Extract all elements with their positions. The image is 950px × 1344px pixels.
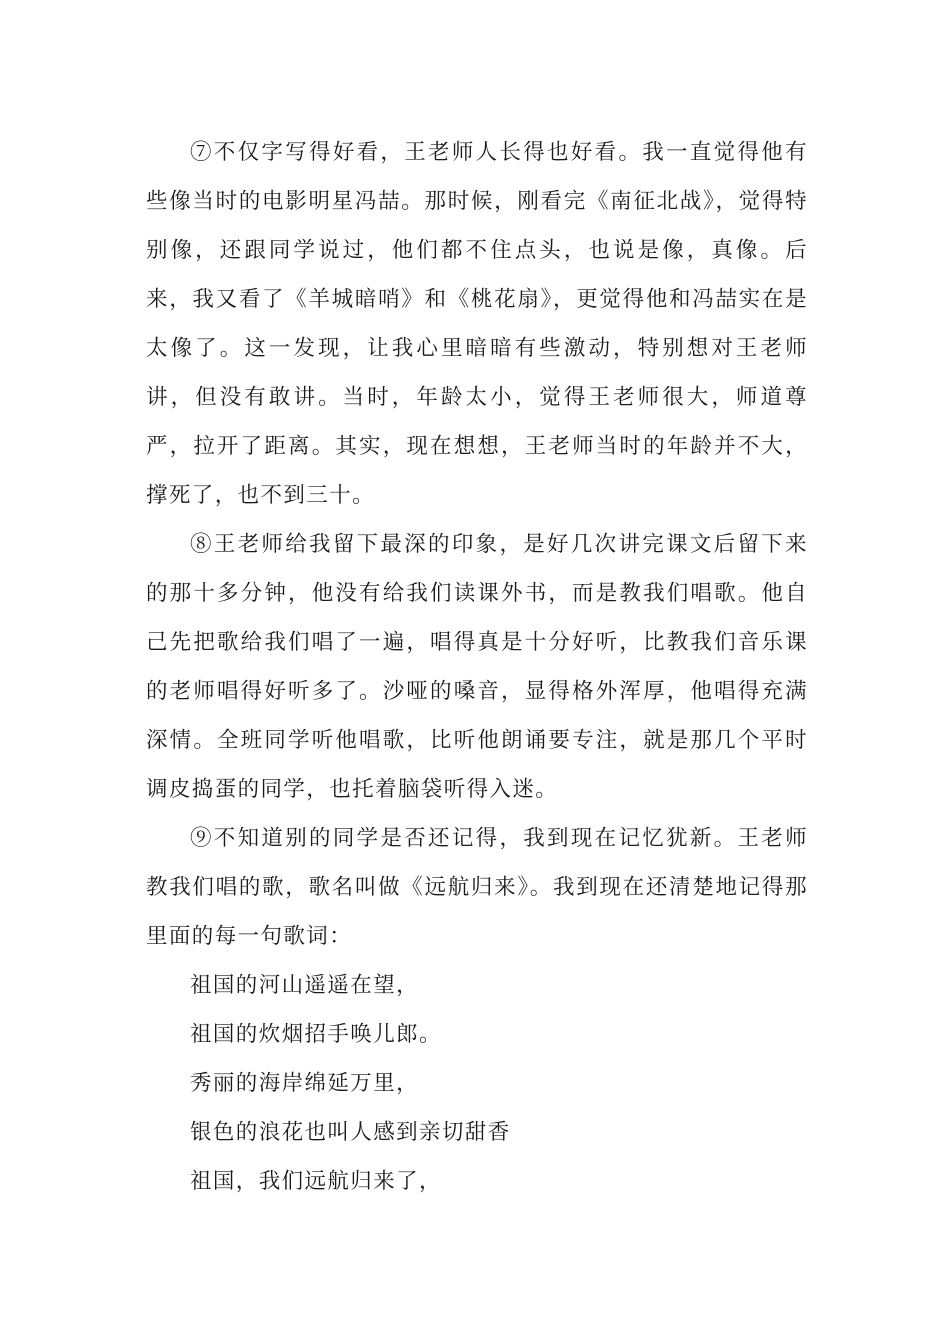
paragraph-7: ⑦不仅字写得好看，王老师人长得也好看。我一直觉得他有些像当时的电影明星冯喆。那时候，刚看完《南征北战》，觉得特别像，还跟同学说过，他们都不住点头，也说是像，真像。后来，我又看了《羊城暗哨》和《桃花扇》，更觉得他和冯喆实在是太像了。这一发现，让我心里暗暗有些激动，特别想对王老师讲，但没有敢讲。当时，年龄太小，觉得王老师很大，师道尊严，拉开了距离。其实，现在想想，王老师当时的年龄并不大，撑死了，也不到三十。 (146, 140, 808, 508)
lyric-line: 祖国的河山遥遥在望， (190, 973, 420, 998)
paragraph-9: ⑨不知道别的同学是否还记得，我到现在记忆犹新。王老师教我们唱的歌，歌名叫做《远航归来》。我到现在还清楚地记得那里面的每一句歌词： (146, 826, 808, 949)
lyric-line: 祖国，我们远航归来了， (190, 1169, 442, 1194)
song-lyrics (146, 961, 808, 1206)
document-body (146, 128, 808, 1206)
paragraph-8: ⑧王老师给我留下最深的印象，是好几次讲完课文后留下来的那十多分钟，他没有给我们读课外书，而是教我们唱歌。他自己先把歌给我们唱了一遍，唱得真是十分好听，比教我们音乐课的老师唱得好听多了。沙哑的嗓音，显得格外浑厚，他唱得充满深情。全班同学听他唱歌，比听他朗诵要专注，就是那几个平时调皮捣蛋的同学，也托着脑袋听得入迷。 (146, 532, 808, 802)
lyric-line: 秀丽的海岸绵延万里， (190, 1071, 420, 1096)
lyric-line: 祖国的炊烟招手唤儿郎。 (190, 1022, 442, 1047)
lyric-line: 银色的浪花也叫人感到亲切甜香 (190, 1120, 511, 1145)
